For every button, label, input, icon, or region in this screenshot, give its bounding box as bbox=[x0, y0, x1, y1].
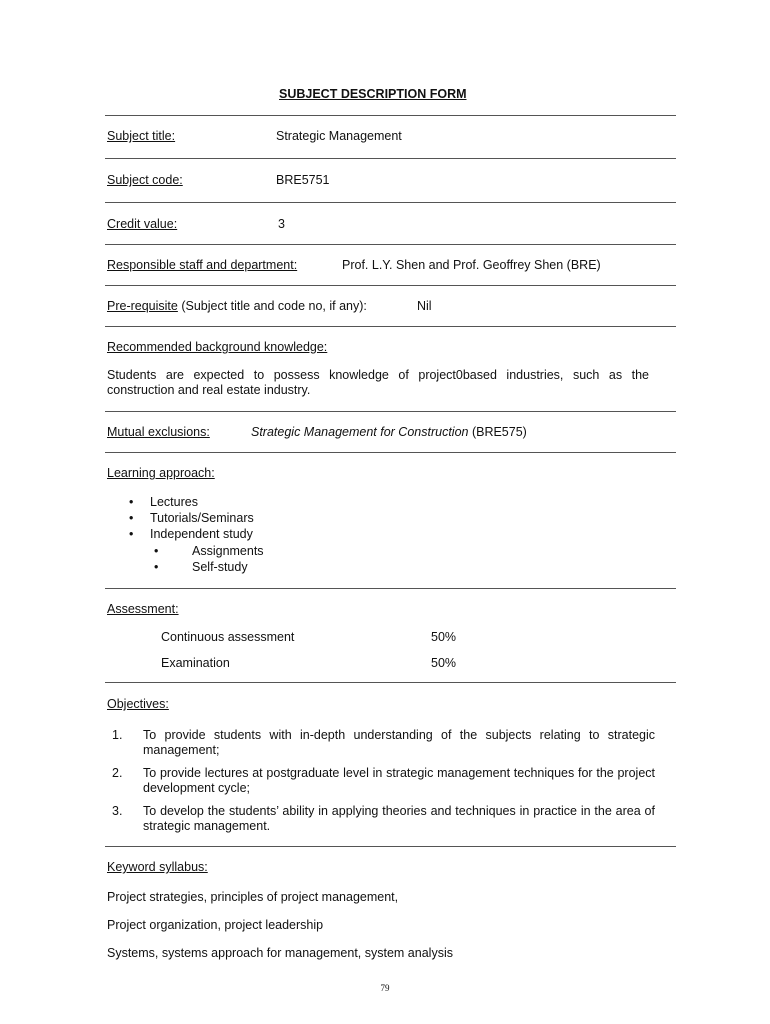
learning-item: Tutorials/Seminars bbox=[150, 511, 254, 525]
divider bbox=[105, 285, 676, 286]
assessment-name: Continuous assessment bbox=[161, 630, 295, 644]
objective-number: 2. bbox=[112, 766, 123, 780]
objective-text: To develop the students’ ability in applying theories and techniques in practice in the area of strategic management. bbox=[143, 804, 655, 833]
learning-subitem: Self-study bbox=[192, 560, 248, 574]
divider bbox=[105, 452, 676, 453]
form-title: SUBJECT DESCRIPTION FORM bbox=[279, 87, 467, 101]
divider bbox=[105, 158, 676, 159]
bullet-icon: • bbox=[129, 511, 134, 525]
divider bbox=[105, 411, 676, 412]
prerequisite-label bbox=[107, 299, 367, 314]
divider bbox=[105, 326, 676, 327]
learning-subitem: Assignments bbox=[192, 544, 264, 558]
divider bbox=[105, 846, 676, 847]
learning-item: Independent study bbox=[150, 527, 253, 541]
subject-title-value: Strategic Management bbox=[276, 129, 402, 143]
responsible-label: Responsible staff and department: bbox=[107, 258, 298, 272]
keyword-label: Keyword syllabus: bbox=[107, 860, 208, 874]
objective-number: 1. bbox=[112, 728, 123, 742]
responsible-value: Prof. L.Y. Shen and Prof. Geoffrey Shen (BRE) bbox=[342, 258, 601, 272]
credit-value-label: Credit value: bbox=[107, 217, 178, 231]
keyword-line: Project strategies, principles of project management, bbox=[107, 890, 399, 904]
subject-code-value: BRE5751 bbox=[276, 173, 330, 187]
divider bbox=[105, 588, 676, 589]
bullet-icon: • bbox=[154, 560, 159, 574]
mutual-value-code: (BRE575) bbox=[468, 425, 527, 439]
prerequisite-label-main: Pre-requisite bbox=[107, 299, 178, 313]
assessment-weight: 50% bbox=[431, 656, 457, 670]
bullet-icon: • bbox=[154, 544, 159, 558]
divider bbox=[105, 682, 676, 683]
bullet-icon: • bbox=[129, 527, 134, 541]
objective-number: 3. bbox=[112, 804, 123, 818]
credit-value-value: 3 bbox=[278, 217, 285, 231]
prerequisite-value: Nil bbox=[417, 299, 432, 313]
keyword-line: Project organization, project leadership bbox=[107, 918, 324, 932]
prerequisite-label-suffix: (Subject title and code no, if any): bbox=[177, 299, 367, 313]
assessment-weight: 50% bbox=[431, 630, 457, 644]
assessment-name: Examination bbox=[161, 656, 230, 670]
divider bbox=[105, 115, 676, 116]
objective-text: To provide students with in-depth understanding of the subjects relating to strategic management; bbox=[143, 728, 655, 757]
page-number: 79 bbox=[380, 983, 390, 993]
subject-code-label: Subject code: bbox=[107, 173, 183, 187]
background-label: Recommended background knowledge: bbox=[107, 340, 328, 354]
keyword-line: Systems, systems approach for management, system analysis bbox=[107, 946, 453, 960]
mutual-value-title: Strategic Management for Construction bbox=[251, 425, 469, 439]
subject-title-label: Subject title: bbox=[107, 129, 176, 143]
objectives-label: Objectives: bbox=[107, 697, 169, 711]
bullet-icon: • bbox=[129, 495, 134, 509]
objective-text: To provide lectures at postgraduate level in strategic management techniques for the project development cycle; bbox=[143, 766, 655, 795]
divider bbox=[105, 202, 676, 203]
mutual-value bbox=[251, 425, 527, 440]
mutual-label: Mutual exclusions: bbox=[107, 425, 210, 439]
background-text: Students are expected to possess knowledge of project0based industries, such as the construction and real estate industry. bbox=[107, 368, 649, 397]
learning-label: Learning approach: bbox=[107, 466, 215, 480]
learning-item: Lectures bbox=[150, 495, 198, 509]
divider bbox=[105, 244, 676, 245]
assessment-label: Assessment: bbox=[107, 602, 179, 616]
